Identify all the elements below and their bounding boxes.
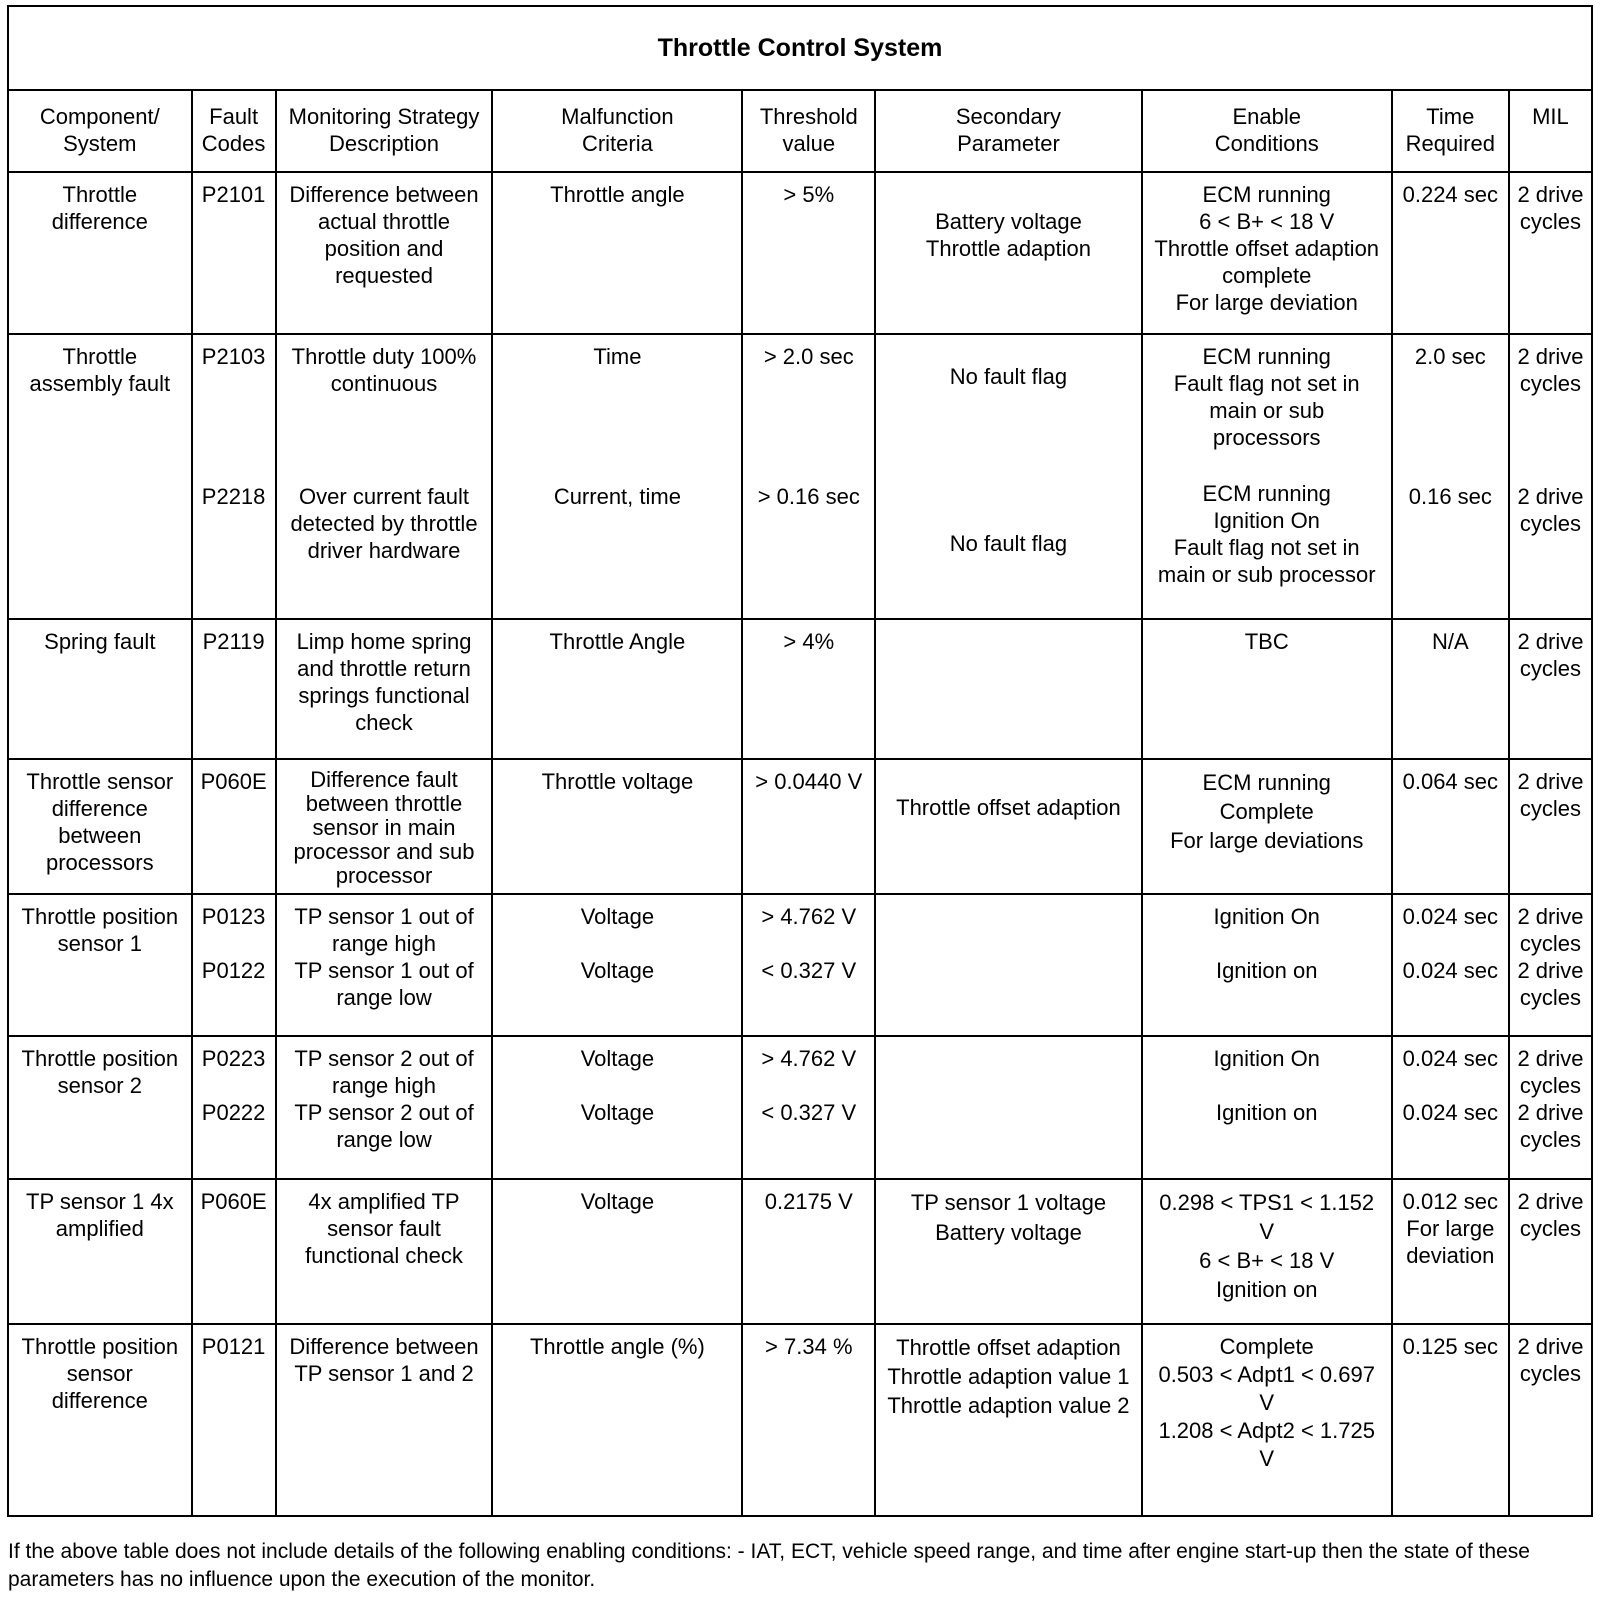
cell-time: 0.024 sec 0.024 sec	[1392, 894, 1509, 1036]
table-row	[8, 172, 1592, 334]
table-row	[8, 619, 1592, 759]
cell-fault-code: P060E	[192, 759, 276, 894]
header-mil: MIL	[1509, 90, 1592, 172]
footnote: If the above table does not include details of the following enabling conditions: - IAT, ECT, vehicle speed range, and time after engine start-up then the state of these parameters has no influence upon the execution of the monitor.	[8, 1540, 1530, 1591]
cell-threshold: > 4.762 V < 0.327 V	[742, 1036, 875, 1179]
cell-mil: 2 drive cycles	[1509, 619, 1592, 759]
cell-component: TP sensor 1 4x amplified	[8, 1179, 192, 1324]
cell-secondary	[875, 894, 1142, 1036]
cell-time: 0.064 sec	[1392, 759, 1509, 894]
header-threshold-value: Threshold value	[742, 90, 875, 172]
cell-malfunction: Voltage	[492, 1179, 742, 1324]
header-fault-codes: Fault Codes	[192, 90, 276, 172]
throttle-control-table	[7, 5, 1593, 1517]
cell-enable: Ignition On Ignition on	[1142, 894, 1392, 1036]
table-row	[8, 759, 1592, 894]
table-row	[8, 1036, 1592, 1179]
cell-malfunction: Throttle Angle	[492, 619, 742, 759]
header-monitoring-strategy: Monitoring Strategy Description	[276, 90, 493, 172]
cell-monitoring: Difference between actual throttle position and requested	[276, 172, 493, 334]
cell-monitoring: Difference fault between throttle sensor in main processor and sub processor	[276, 759, 493, 894]
cell-enable: ECM running Fault flag not set in main or sub processors ECM running Ignition On Fault flag not set in main or sub processor	[1142, 334, 1392, 619]
cell-threshold: > 4%	[742, 619, 875, 759]
cell-component: Spring fault	[8, 619, 192, 759]
table-row	[8, 1179, 1592, 1324]
cell-secondary: Throttle offset adaption	[875, 759, 1142, 894]
cell-fault-code: P2119	[192, 619, 276, 759]
cell-mil: 2 drive cycles 2 drive cycles	[1509, 1036, 1592, 1179]
cell-time: 0.125 sec	[1392, 1324, 1509, 1516]
cell-mil: 2 drive cycles 2 drive cycles	[1509, 894, 1592, 1036]
cell-threshold: > 4.762 V < 0.327 V	[742, 894, 875, 1036]
cell-malfunction: Throttle voltage	[492, 759, 742, 894]
cell-secondary: TP sensor 1 voltage Battery voltage	[875, 1179, 1142, 1324]
cell-component: Throttle position sensor difference	[8, 1324, 192, 1516]
table-row	[8, 894, 1592, 1036]
cell-time: 0.012 sec For large deviation	[1392, 1179, 1509, 1324]
cell-monitoring: 4x amplified TP sensor fault functional check	[276, 1179, 493, 1324]
cell-mil: 2 drive cycles 2 drive cycles	[1509, 334, 1592, 619]
table-row	[8, 1324, 1592, 1516]
cell-enable: ECM running Complete For large deviations	[1142, 759, 1392, 894]
table-row	[8, 334, 1592, 619]
cell-fault-code: P0123 P0122	[192, 894, 276, 1036]
cell-malfunction: Voltage Voltage	[492, 1036, 742, 1179]
table-title: Throttle Control System	[8, 6, 1592, 90]
cell-component: Throttle position sensor 1	[8, 894, 192, 1036]
cell-malfunction: Throttle angle (%)	[492, 1324, 742, 1516]
header-malfunction-criteria: Malfunction Criteria	[492, 90, 742, 172]
cell-component: Throttle sensor difference between processors	[8, 759, 192, 894]
cell-monitoring: Limp home spring and throttle return springs functional check	[276, 619, 493, 759]
cell-monitoring: TP sensor 2 out of range high TP sensor 2 out of range low	[276, 1036, 493, 1179]
cell-mil: 2 drive cycles	[1509, 1324, 1592, 1516]
cell-time: 0.224 sec	[1392, 172, 1509, 334]
cell-malfunction: Throttle angle	[492, 172, 742, 334]
cell-monitoring: Throttle duty 100% continuous Over current fault detected by throttle driver hardware	[276, 334, 493, 619]
cell-time: N/A	[1392, 619, 1509, 759]
cell-component: Throttle assembly fault	[8, 334, 192, 619]
cell-secondary: Throttle offset adaption Throttle adaption value 1 Throttle adaption value 2	[875, 1324, 1142, 1516]
cell-secondary	[875, 1036, 1142, 1179]
cell-fault-code: P2101	[192, 172, 276, 334]
cell-time: 0.024 sec 0.024 sec	[1392, 1036, 1509, 1179]
cell-fault-code: P2103 P2218	[192, 334, 276, 619]
cell-monitoring: TP sensor 1 out of range high TP sensor 1 out of range low	[276, 894, 493, 1036]
cell-threshold: > 7.34 %	[742, 1324, 875, 1516]
cell-component: Throttle position sensor 2	[8, 1036, 192, 1179]
cell-enable: TBC	[1142, 619, 1392, 759]
header-time-required: Time Required	[1392, 90, 1509, 172]
cell-secondary: No fault flag No fault flag	[875, 334, 1142, 619]
cell-fault-code: P0223 P0222	[192, 1036, 276, 1179]
cell-mil: 2 drive cycles	[1509, 172, 1592, 334]
cell-mil: 2 drive cycles	[1509, 759, 1592, 894]
cell-secondary: Battery voltage Throttle adaption	[875, 172, 1142, 334]
cell-threshold: > 5%	[742, 172, 875, 334]
header-component: Component/ System	[8, 90, 192, 172]
cell-enable: Ignition On Ignition on	[1142, 1036, 1392, 1179]
cell-component: Throttle difference	[8, 172, 192, 334]
header-enable-conditions: Enable Conditions	[1142, 90, 1392, 172]
cell-monitoring: Difference between TP sensor 1 and 2	[276, 1324, 493, 1516]
cell-fault-code: P060E	[192, 1179, 276, 1324]
cell-time: 2.0 sec 0.16 sec	[1392, 334, 1509, 619]
cell-malfunction: Voltage Voltage	[492, 894, 742, 1036]
cell-enable: 0.298 < TPS1 < 1.152 V 6 < B+ < 18 V Ignition on	[1142, 1179, 1392, 1324]
cell-malfunction: Time Current, time	[492, 334, 742, 619]
cell-threshold: 0.2175 V	[742, 1179, 875, 1324]
cell-enable: ECM running 6 < B+ < 18 V Throttle offset adaption complete For large deviation	[1142, 172, 1392, 334]
cell-secondary	[875, 619, 1142, 759]
cell-threshold: > 2.0 sec > 0.16 sec	[742, 334, 875, 619]
cell-fault-code: P0121	[192, 1324, 276, 1516]
cell-threshold: > 0.0440 V	[742, 759, 875, 894]
cell-mil: 2 drive cycles	[1509, 1179, 1592, 1324]
header-secondary-parameter: Secondary Parameter	[875, 90, 1142, 172]
cell-enable: Complete 0.503 < Adpt1 < 0.697 V 1.208 < Adpt2 < 1.725 V	[1142, 1324, 1392, 1516]
